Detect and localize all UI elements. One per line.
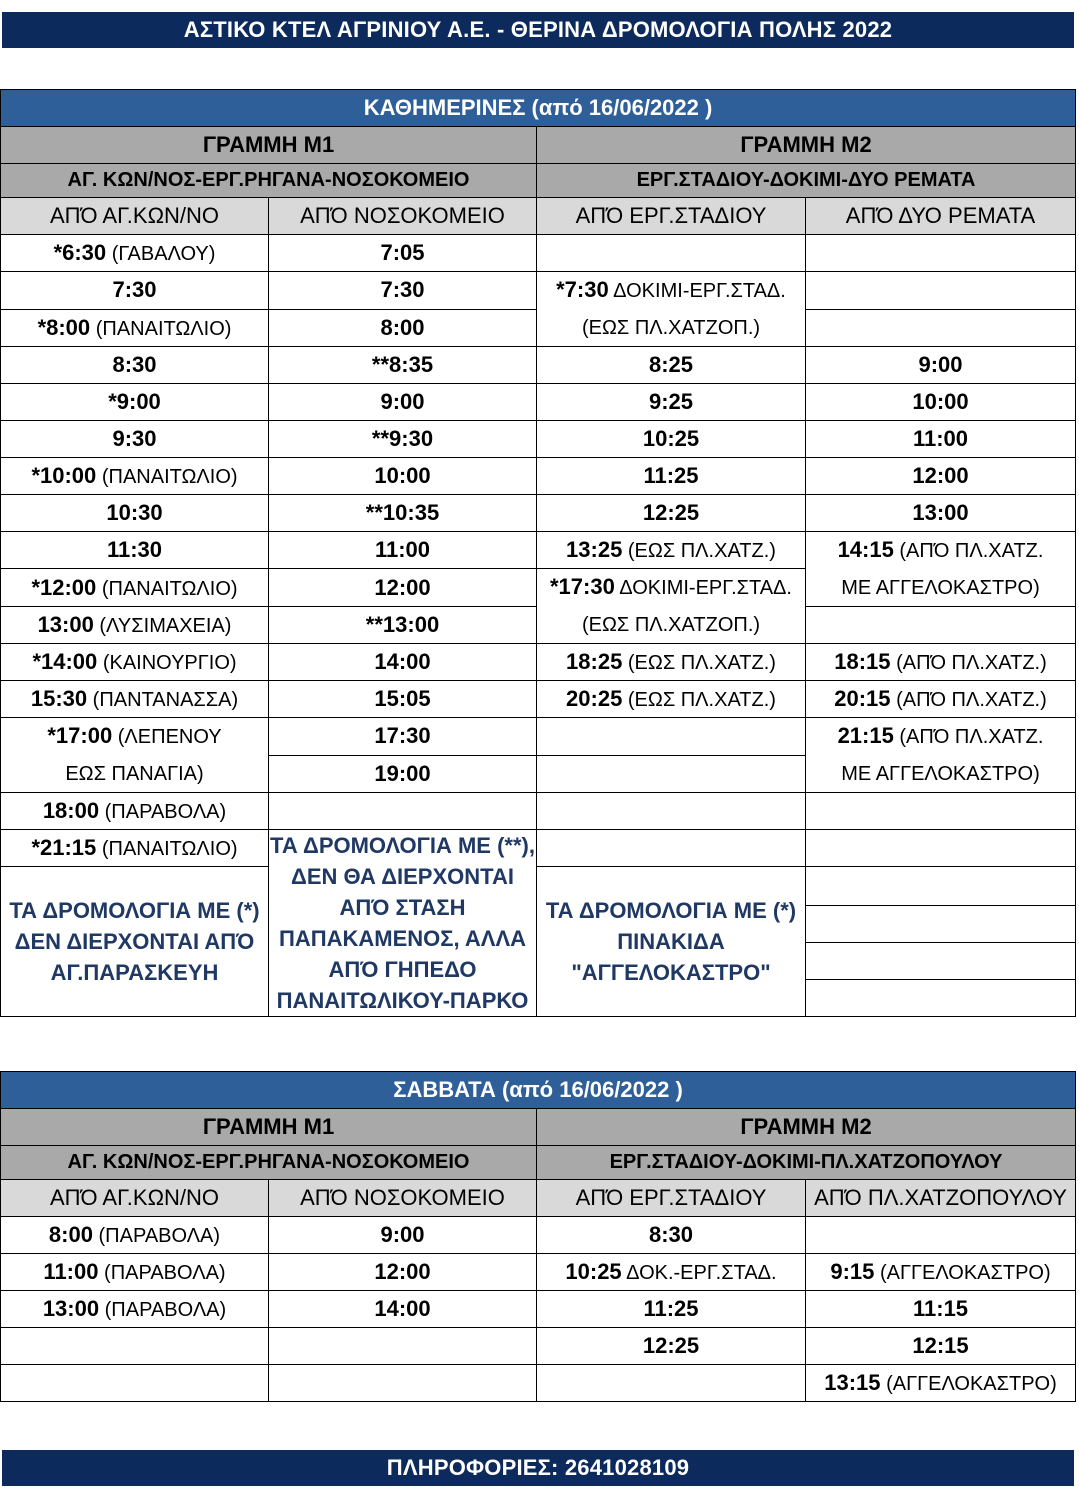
departure-note: (ΑΠΌ ΠΛ.ΧΑΤΖ. [893, 726, 1044, 748]
departure-time: *21:15 [31, 835, 97, 860]
departure-cell [1, 718, 269, 793]
departure-time: 12:25 [537, 495, 806, 532]
departure-time: 18:00 [42, 798, 100, 823]
note-line: ΠΑΠΑΚΑΜΕΝΟΣ, ΑΛΛΑ [278, 926, 527, 951]
departure-cell [1, 830, 269, 867]
departure-note: (ΕΩΣ ΠΛ.ΧΑΤΖ.) [622, 689, 776, 711]
departure-time: 14:00 [269, 644, 537, 681]
departure-note: ΔΟΚ.-ΕΡΓ.ΣΤΑΔ. [621, 1262, 777, 1284]
departure-time: 9:00 [269, 384, 537, 421]
departure-time: 13:00 [37, 612, 94, 637]
departure-note: (ΑΠΌ ΠΛ.ΧΑΤΖ.) [890, 652, 1047, 674]
departure-cell [537, 1254, 806, 1291]
saturday-m1-route: ΑΓ. ΚΩΝ/ΝΟΣ-ΕΡΓ.ΡΗΓΑΝΑ-ΝΟΣΟΚΟΜΕΙΟ [1, 1146, 537, 1180]
departure-time: 13:00 [42, 1296, 100, 1321]
weekday-col-head: ΑΠΌ ΝΟΣΟΚΟΜΕΙΟ [269, 198, 537, 235]
empty-cell [806, 906, 1076, 943]
empty-cell [806, 980, 1076, 1017]
departure-cell [806, 1254, 1076, 1291]
note-line: ΔΕΝ ΔΙΕΡΧΟΝΤΑΙ ΑΠΌ [14, 929, 255, 954]
departure-time: 17:30 [269, 718, 537, 756]
departure-time: 7:30 [1, 272, 269, 310]
departure-time: 11:15 [912, 1296, 969, 1321]
empty-cell [537, 755, 806, 793]
saturday-schedule-table [0, 1071, 1076, 1402]
departure-cell [806, 1365, 1076, 1402]
departure-cell [537, 272, 806, 347]
note-line: ΑΠΌ ΣΤΑΣΗ [339, 895, 466, 920]
note-line: ΠΙΝΑΚΙΔΑ [617, 929, 725, 954]
note-line: "ΑΓΓΕΛΟΚΑΣΤΡΟ" [571, 960, 771, 985]
page-title: ΑΣΤΙΚΟ ΚΤΕΛ ΑΓΡΙΝΙΟΥ Α.Ε. - ΘΕΡΙΝΑ ΔΡΟΜΟΛΟΓΙΑ ΠΟΛΗΣ 2022 [2, 12, 1074, 48]
departure-note: ΔΟΚΙΜΙ-ΕΡΓ.ΣΤΑΔ. [608, 280, 786, 302]
departure-cell [806, 532, 1076, 607]
departure-cell [1, 793, 269, 830]
departure-cell [1, 235, 269, 272]
weekday-schedule-table [0, 89, 1076, 1017]
saturday-col-head: ΑΠΌ ΑΓ.ΚΩΝ/ΝΟ [1, 1180, 269, 1217]
departure-time: *7:30 [556, 277, 609, 302]
empty-cell [537, 718, 806, 756]
departure-cell [1, 1365, 269, 1402]
departure-note: (ΕΩΣ ΠΛ.ΧΑΤΖΟΠ.) [581, 614, 761, 636]
departure-cell [806, 1291, 1076, 1328]
departure-cell [537, 1217, 806, 1254]
empty-cell [806, 793, 1076, 830]
departure-cell [1, 644, 269, 681]
m1-star-note [1, 867, 269, 1017]
departure-time: 21:15 [837, 723, 894, 748]
departure-time: 11:25 [643, 1296, 699, 1321]
departure-cell [1, 681, 269, 718]
departure-cell [269, 1254, 537, 1291]
saturday-m2-name: ΓΡΑΜΜΗ Μ2 [537, 1109, 1076, 1146]
info-footer: ΠΛΗΡΟΦΟΡΙΕΣ: 2641028109 [2, 1450, 1074, 1486]
departure-cell [537, 1328, 806, 1365]
weekday-col-head: ΑΠΌ ΑΓ.ΚΩΝ/ΝΟ [1, 198, 269, 235]
departure-time: 7:30 [269, 272, 537, 310]
note-line: ΠΑΝΑΙΤΩΛΙΚΟΥ-ΠΑΡΚΟ [276, 988, 529, 1013]
departure-time: 10:00 [806, 384, 1076, 421]
saturday-col-head: ΑΠΌ ΠΛ.ΧΑΤΖΟΠΟΥΛΟΥ [806, 1180, 1076, 1217]
departure-time: 13:25 [566, 537, 623, 562]
empty-cell [537, 830, 806, 867]
saturday-col-head: ΑΠΌ ΝΟΣΟΚΟΜΕΙΟ [269, 1180, 537, 1217]
note-line: ΑΓ.ΠΑΡΑΣΚΕΥΗ [50, 960, 219, 985]
departure-note: (ΑΓΓΕΛΟΚΑΣΤΡΟ) [874, 1262, 1051, 1284]
departure-time: 10:30 [1, 495, 269, 532]
empty-cell [537, 235, 806, 272]
departure-cell [537, 1365, 806, 1402]
departure-time: 9:00 [380, 1222, 425, 1247]
departure-note: (ΠΑΡΑΒΟΛΑ) [98, 1262, 226, 1284]
empty-cell [806, 272, 1076, 310]
departure-note: (ΕΩΣ ΠΛ.ΧΑΤΖ.) [622, 652, 776, 674]
note-line: ΤΑ ΔΡΟΜΟΛΟΓΙΑ ΜΕ (*) [9, 898, 260, 923]
departure-time: 14:15 [837, 537, 894, 562]
departure-time: *17:00 [47, 723, 113, 748]
departure-note: ΕΩΣ ΠΑΝΑΓΙΑ) [65, 763, 204, 785]
departure-note: (ΠΑΝΑΙΤΩΛΙΟ) [90, 317, 232, 340]
departure-time: 8:00 [269, 309, 537, 347]
departure-cell [269, 1365, 537, 1402]
departure-cell [1, 1217, 269, 1254]
departure-time: *10:00 [31, 463, 97, 488]
departure-time: 13:15 [824, 1370, 881, 1395]
departure-time: 15:30 [30, 686, 88, 711]
departure-time: 12:25 [642, 1333, 700, 1358]
departure-time: 12:15 [912, 1333, 969, 1358]
departure-note: (ΕΩΣ ΠΛ.ΧΑΤΖΟΠ.) [581, 317, 761, 339]
departure-time: 8:25 [537, 347, 806, 384]
departure-time: *12:00 [31, 574, 97, 600]
departure-time: 8:30 [1, 347, 269, 384]
departure-note: (ΚΑΙΝΟΥΡΓΙΟ) [97, 652, 237, 674]
departure-note: ΜΕ ΑΓΓΕΛΟΚΑΣΤΡΟ) [841, 577, 1040, 599]
empty-cell [806, 607, 1076, 644]
departure-cell [269, 1328, 537, 1365]
saturday-row [1, 1217, 1076, 1254]
departure-time: 11:00 [269, 532, 537, 569]
weekday-col-head: ΑΠΌ ΔΥΟ ΡΕΜΑΤΑ [806, 198, 1076, 235]
departure-note: (ΠΑΝΑΙΤΩΛΙΟ) [96, 838, 238, 860]
empty-cell [269, 793, 537, 830]
departure-time: 11:00 [806, 421, 1076, 458]
departure-note: (ΕΩΣ ΠΛ.ΧΑΤΖ.) [622, 540, 776, 562]
departure-time: 8:00 [48, 1222, 93, 1247]
departure-time: 19:00 [269, 755, 537, 793]
departure-time: **9:30 [269, 421, 537, 458]
empty-cell [806, 235, 1076, 272]
saturday-row [1, 1291, 1076, 1328]
departure-note: (ΑΓΓΕΛΟΚΑΣΤΡΟ) [880, 1373, 1057, 1395]
departure-time: 10:00 [269, 458, 537, 495]
departure-time: 9:15 [830, 1259, 875, 1284]
departure-cell [537, 644, 806, 681]
departure-cell [1, 1254, 269, 1291]
departure-time: 18:15 [834, 649, 891, 674]
weekday-m1-name: ΓΡΑΜΜΗ Μ1 [1, 127, 537, 164]
departure-cell [537, 681, 806, 718]
departure-time: 20:25 [566, 686, 623, 711]
departure-time: 9:00 [806, 347, 1076, 384]
departure-cell [806, 681, 1076, 718]
departure-time: 11:25 [537, 458, 806, 495]
departure-note: (ΓΑΒΑΛΟΥ) [106, 243, 216, 265]
departure-note: (ΛΕΠΕΝΟΥ [112, 726, 222, 748]
departure-time: **10:35 [269, 495, 537, 532]
departure-note: (ΑΠΌ ΠΛ.ΧΑΤΖ.) [890, 689, 1047, 711]
saturday-section-title: ΣΑΒΒΑΤΑ (από 16/06/2022 ) [1, 1072, 1076, 1109]
departure-cell [806, 1328, 1076, 1365]
departure-time: *8:00 [37, 314, 91, 340]
weekday-m1-route: ΑΓ. ΚΩΝ/ΝΟΣ-ΕΡΓ.ΡΗΓΑΝΑ-ΝΟΣΟΚΟΜΕΙΟ [1, 164, 537, 198]
departure-note: (ΑΠΌ ΠΛ.ΧΑΤΖ. [893, 540, 1044, 562]
saturday-m2-route: ΕΡΓ.ΣΤΑΔΙΟΥ-ΔΟΚΙΜΙ-ΠΛ.ΧΑΤΖΟΠΟΥΛΟΥ [537, 1146, 1076, 1180]
departure-time: 9:30 [1, 421, 269, 458]
departure-time: *17:30 [550, 574, 615, 599]
departure-time: *9:00 [1, 384, 269, 421]
m2-star-note [537, 867, 806, 1017]
empty-cell [806, 943, 1076, 980]
departure-time: 8:30 [648, 1222, 694, 1247]
departure-cell [1, 1291, 269, 1328]
weekday-col-head: ΑΠΌ ΕΡΓ.ΣΤΑΔΙΟΥ [537, 198, 806, 235]
departure-time: 12:00 [374, 1259, 431, 1284]
departure-time: 11:00 [43, 1259, 99, 1284]
departure-cell [1, 1328, 269, 1365]
departure-time: 9:25 [537, 384, 806, 421]
note-line: ΔΕΝ ΘΑ ΔΙΕΡΧΟΝΤΑΙ [291, 864, 514, 889]
departure-time: 12:00 [806, 458, 1076, 495]
departure-note: (ΠΑΡΑΒΟΛΑ) [99, 801, 227, 823]
note-line: ΤΑ ΔΡΟΜΟΛΟΓΙΑ ΜΕ (*) [545, 898, 797, 923]
departure-cell [806, 718, 1076, 793]
departure-cell [537, 1291, 806, 1328]
departure-time: 14:00 [374, 1296, 431, 1321]
departure-cell [806, 1217, 1076, 1254]
saturday-m1-name: ΓΡΑΜΜΗ Μ1 [1, 1109, 537, 1146]
departure-note: (ΠΑΡΑΒΟΛΑ) [92, 1225, 221, 1247]
departure-cell [537, 532, 806, 569]
saturday-row [1, 1254, 1076, 1291]
departure-time: 13:00 [806, 495, 1076, 532]
departure-time: **13:00 [269, 607, 537, 644]
departure-time: 10:25 [565, 1259, 622, 1284]
departure-time: 18:25 [566, 649, 623, 674]
departure-time: 10:25 [537, 421, 806, 458]
departure-cell [1, 569, 269, 607]
departure-note: ΔΟΚΙΜΙ-ΕΡΓ.ΣΤΑΔ. [614, 577, 792, 599]
departure-time: *14:00 [32, 649, 98, 674]
empty-cell [806, 309, 1076, 347]
saturday-col-head: ΑΠΌ ΕΡΓ.ΣΤΑΔΙΟΥ [537, 1180, 806, 1217]
departure-cell [1, 607, 269, 644]
departure-cell [1, 309, 269, 347]
departure-note: (ΠΑΡΑΒΟΛΑ) [99, 1299, 227, 1321]
departure-time: 12:00 [269, 569, 537, 607]
saturday-row [1, 1365, 1076, 1402]
departure-note: ΜΕ ΑΓΓΕΛΟΚΑΣΤΡΟ) [841, 763, 1040, 785]
departure-note: (ΠΑΝΑΙΤΩΛΙΟ) [96, 577, 238, 600]
empty-cell [806, 867, 1076, 906]
departure-time: 11:30 [1, 532, 269, 569]
departure-time: 7:05 [269, 235, 537, 272]
departure-cell [806, 644, 1076, 681]
note-line: ΤΑ ΔΡΟΜΟΛΟΓΙΑ ΜΕ (**), [270, 833, 535, 858]
departure-time: **8:35 [269, 347, 537, 384]
departure-cell [269, 1217, 537, 1254]
departure-cell [1, 458, 269, 495]
empty-cell [537, 793, 806, 830]
saturday-row [1, 1328, 1076, 1365]
weekday-section-title: ΚΑΘΗΜΕΡΙΝΕΣ (από 16/06/2022 ) [1, 90, 1076, 127]
departure-note: (ΛΥΣΙΜΑΧΕΙΑ) [93, 615, 232, 637]
weekday-m2-route: ΕΡΓ.ΣΤΑΔΙΟΥ-ΔΟΚΙΜΙ-ΔΥΟ ΡΕΜΑΤΑ [537, 164, 1076, 198]
departure-note: (ΠΑΝΑΙΤΩΛΙΟ) [96, 466, 238, 488]
departure-note: (ΠΑΝΤΑΝΑΣΣΑ) [87, 689, 239, 711]
departure-time: 20:15 [834, 686, 891, 711]
note-line: ΑΠΌ ΓΗΠΕΔΟ [328, 957, 477, 982]
weekday-m2-name: ΓΡΑΜΜΗ Μ2 [537, 127, 1076, 164]
departure-cell [537, 569, 806, 644]
departure-time: 15:05 [269, 681, 537, 718]
m1-double-star-note [269, 830, 537, 1017]
empty-cell [806, 830, 1076, 867]
departure-time: *6:30 [53, 240, 107, 265]
departure-cell [269, 1291, 537, 1328]
